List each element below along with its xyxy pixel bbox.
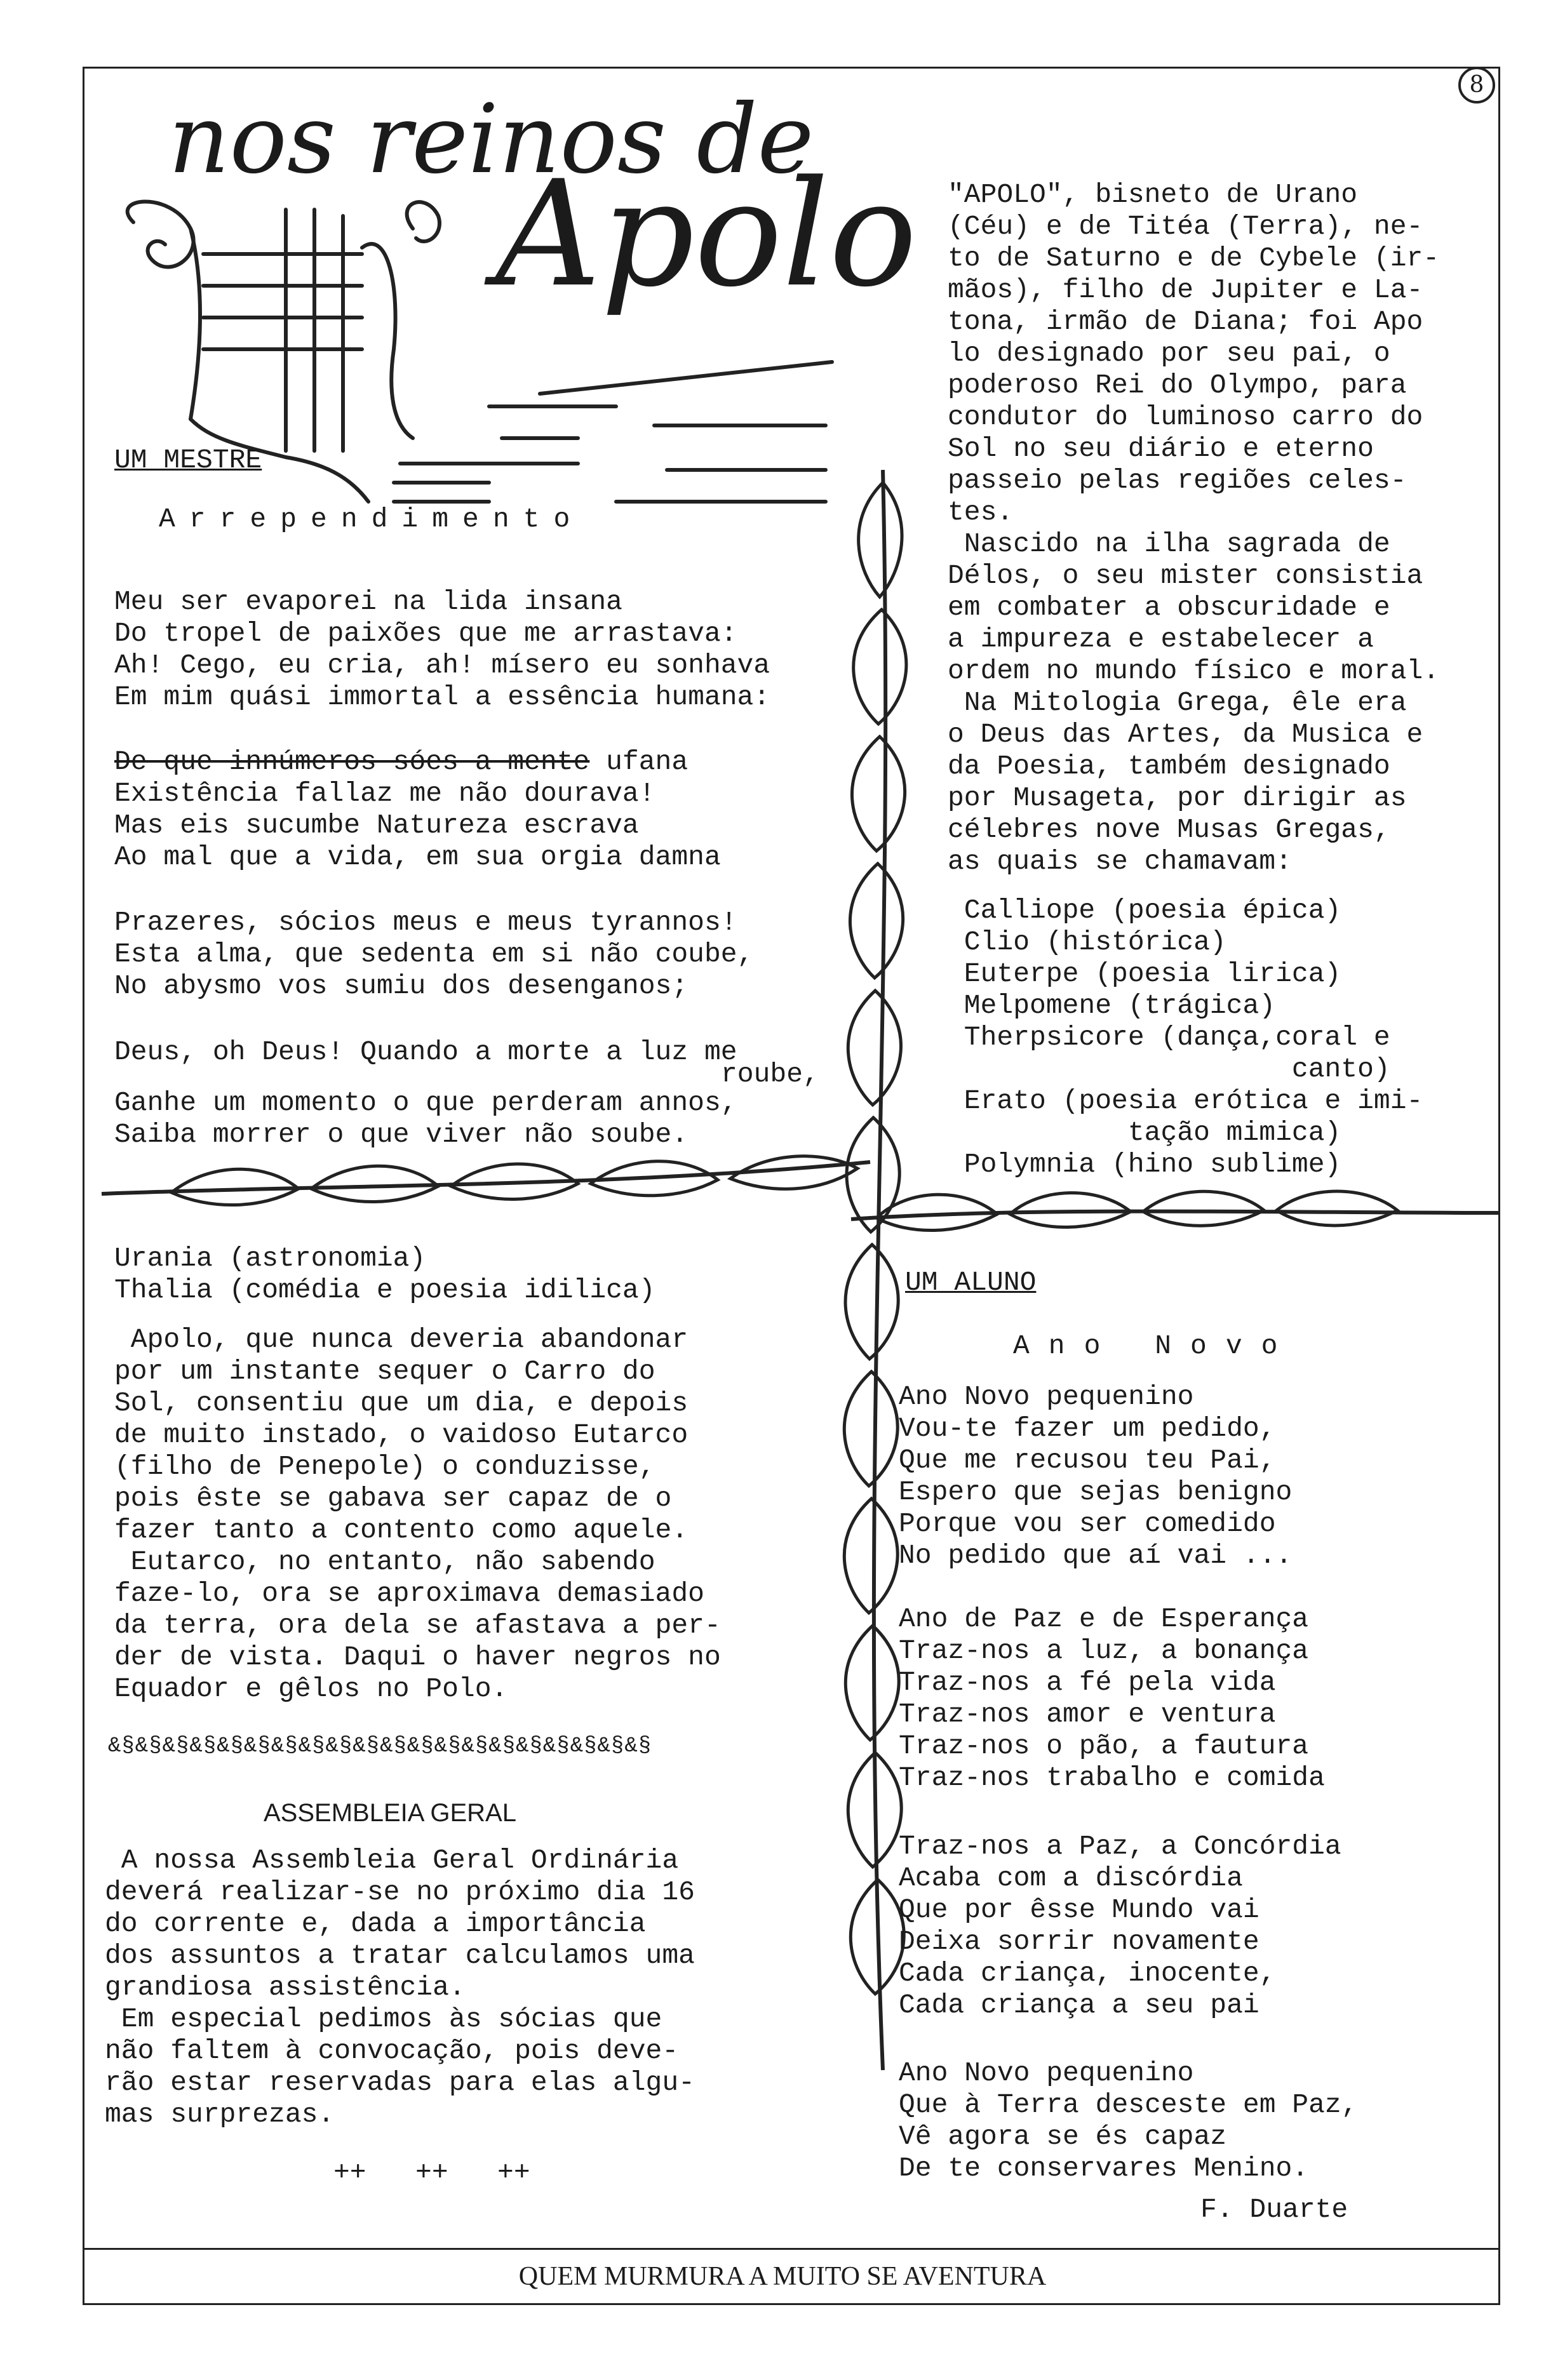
poem-line: Cada criança a seu pai (899, 1989, 1259, 2021)
article-line: tona, irmão de Diana; foi Apo (948, 306, 1423, 337)
assembly-title: ASSEMBLEIA GERAL (264, 1799, 516, 1827)
article-line: o Deus das Artes, da Musica e (948, 719, 1423, 750)
stanza1-line2: Do tropel de paixões que me arrastava: (114, 618, 737, 649)
stanza1-line4: Em mim quási immortal a essência humana: (114, 681, 770, 712)
stanza2-line1 (114, 746, 688, 778)
poem-line: Que à Terra desceste em Paz, (899, 2089, 1358, 2120)
muse-thalia: Thalia (comédia e poesia idilica) (114, 1274, 655, 1306)
story-line: faze-lo, ora se aproximava demasiado (114, 1578, 704, 1609)
article-line: da Poesia, também designado (948, 751, 1390, 782)
article-line: "APOLO", bisneto de Urano (948, 179, 1358, 210)
poem-title-arrependimento: Arrependimento (159, 504, 584, 535)
poem-line: Vou-te fazer um pedido, (899, 1413, 1276, 1444)
muse-line: Calliope (poesia épica) (948, 895, 1341, 926)
poem-line: Deixa sorrir novamente (899, 1926, 1259, 1957)
poem-line: Que por êsse Mundo vai (899, 1894, 1259, 1925)
stanza3-line3: No abysmo vos sumiu dos desenganos; (114, 970, 688, 1001)
article-line: (Céu) e de Titéa (Terra), ne- (948, 211, 1423, 242)
poem-line: Traz-nos a fé pela vida (899, 1667, 1276, 1698)
poem-line: Traz-nos trabalho e comida (899, 1762, 1325, 1793)
page-number: 8 (1458, 67, 1495, 104)
muse-line: Polymnia (hino sublime) (948, 1149, 1341, 1180)
poem-line: Ano Novo pequenino (899, 1381, 1194, 1412)
story-line: Equador e gêlos no Polo. (114, 1673, 508, 1704)
poem-line: Vê agora se és capaz (899, 2121, 1227, 2152)
muse-line: Therpsicore (dança,coral e (948, 1022, 1390, 1053)
article-line: célebres nove Musas Gregas, (948, 814, 1390, 845)
article-line: a impureza e estabelecer a (948, 624, 1374, 655)
muse-line: Erato (poesia erótica e imi- (948, 1085, 1423, 1116)
article-line: tes. (948, 497, 1014, 528)
poem-line: Traz-nos a luz, a bonança (899, 1635, 1309, 1666)
end-marks: ++ ++ ++ (333, 2157, 530, 2188)
muse-line: Euterpe (poesia lirica) (948, 958, 1341, 989)
poem-line: Ano Novo pequenino (899, 2057, 1194, 2089)
article-line: Sol no seu diário e eterno (948, 433, 1374, 464)
poem-line: Que me recusou teu Pai, (899, 1445, 1276, 1476)
story-line: Apolo, que nunca deveria abandonar (114, 1324, 688, 1355)
author-um-aluno: UM ALUNO (905, 1267, 1037, 1298)
laurel-horizontal-right-icon (838, 1181, 1505, 1245)
poem-line: Traz-nos amor e ventura (899, 1699, 1276, 1730)
article-line: em combater a obscuridade e (948, 592, 1390, 623)
poem-line: Cada criança, inocente, (899, 1958, 1276, 1989)
article-line: Nascido na ilha sagrada de (948, 528, 1390, 559)
poem-line: Porque vou ser comedido (899, 1508, 1276, 1539)
struck-text: De que innúmeros sóes a mente (114, 746, 590, 777)
assembly-line: não faltem à convocação, pois deve- (105, 2035, 679, 2066)
signature: F. Duarte (1200, 2194, 1348, 2225)
article-line: Na Mitologia Grega, êle era (948, 687, 1407, 718)
article-line: lo designado por seu pai, o (948, 338, 1390, 369)
laurel-horizontal-left-icon (95, 1149, 877, 1219)
stanza3-line1: Prazeres, sócios meus e meus tyrannos! (114, 907, 737, 938)
poem-line: Espero que sejas benigno (899, 1476, 1293, 1508)
stanza4-line1: Deus, oh Deus! Quando a morte a luz me (114, 1036, 737, 1067)
stanza1-line3: Ah! Cego, eu cria, ah! mísero eu sonhava (114, 650, 770, 681)
article-line: mãos), filho de Jupiter e La- (948, 274, 1423, 305)
stanza3-line2: Esta alma, que sedenta em si não coube, (114, 939, 754, 970)
muse-urania: Urania (astronomia) (114, 1243, 426, 1274)
poem-title-ano-novo: Ano Novo (1013, 1330, 1297, 1361)
footer-divider (83, 2248, 1500, 2250)
story-line: Sol, consentiu que um dia, e depois (114, 1387, 688, 1419)
story-line: der de vista. Daqui o haver negros no (114, 1641, 721, 1673)
stanza2-line3: Mas eis sucumbe Natureza escrava (114, 810, 639, 841)
apolo-script-title: Apolo (495, 150, 917, 319)
article-line: ordem no mundo físico e moral. (948, 655, 1440, 686)
muse-line: canto) (948, 1053, 1390, 1085)
poem-line: Ano de Paz e de Esperança (899, 1603, 1309, 1635)
stanza2-line1-end: ufana (589, 746, 688, 777)
assembly-line: dos assuntos a tratar calculamos uma (105, 1940, 695, 1971)
assembly-line: grandiosa assistência. (105, 1972, 466, 2003)
poem-line: Acaba com a discórdia (899, 1862, 1243, 1894)
author-um-mestre: UM MESTRE (114, 445, 262, 476)
article-line: condutor do luminoso carro do (948, 401, 1423, 432)
footer-motto: QUEM MURMURA A MUITO SE AVENTURA (518, 2262, 1047, 2291)
handwritten-title: nos reinos de (168, 84, 814, 195)
article-line: passeio pelas regiões celes- (948, 465, 1407, 496)
stanza1-line1: Meu ser evaporei na lida insana (114, 586, 622, 617)
story-line: da terra, ora dela se afastava a per- (114, 1610, 721, 1641)
assembly-line: do corrente e, dada a importância (105, 1908, 646, 1939)
article-line: to de Saturno e de Cybele (ir- (948, 243, 1440, 274)
stanza2-line2: Existência fallaz me não dourava! (114, 778, 655, 809)
story-line: fazer tanto a contento como aquele. (114, 1514, 688, 1546)
assembly-line: Em especial pedimos às sócias que (105, 2003, 662, 2035)
assembly-line: rão estar reservadas para elas algu- (105, 2067, 695, 2098)
stanza4-line3: Saiba morrer o que viver não soube. (114, 1119, 688, 1150)
assembly-line: deverá realizar-se no próximo dia 16 (105, 1876, 695, 1908)
poem-line: No pedido que aí vai ... (899, 1540, 1293, 1571)
story-line: pois êste se gabava ser capaz de o (114, 1483, 672, 1514)
stanza4-roube: roube, (721, 1059, 819, 1090)
article-line: Délos, o seu mister consistia (948, 560, 1423, 591)
story-line: por um instante sequer o Carro do (114, 1356, 655, 1387)
poem-line: Traz-nos o pão, a fautura (899, 1730, 1309, 1762)
muse-line: Clio (histórica) (948, 926, 1226, 958)
ornamental-divider: &§&§&§&§&§&§&§&§&§&§&§&§&§&§&§&§&§&§&§&§ (108, 1734, 652, 1758)
muse-line: Melpomene (trágica) (948, 990, 1276, 1021)
article-line: por Musageta, por dirigir as (948, 782, 1407, 813)
stanza2-line4: Ao mal que a vida, em sua orgia damna (114, 841, 721, 872)
poem-line: De te conservares Menino. (899, 2153, 1309, 2184)
article-line: as quais se chamavam: (948, 846, 1292, 877)
poem-line: Traz-nos a Paz, a Concórdia (899, 1831, 1341, 1862)
assembly-line: A nossa Assembleia Geral Ordinária (105, 1845, 679, 1876)
stanza4-line2: Ganhe um momento o que perderam annos, (114, 1087, 737, 1118)
article-line: poderoso Rei do Olympo, para (948, 370, 1407, 401)
assembly-line: mas surprezas. (105, 2099, 335, 2130)
muse-line: tação mimica) (948, 1117, 1341, 1148)
story-line: (filho de Penepole) o conduzisse, (114, 1451, 655, 1482)
story-line: de muito instado, o vaidoso Eutarco (114, 1419, 688, 1450)
story-line: Eutarco, no entanto, não sabendo (114, 1546, 655, 1577)
